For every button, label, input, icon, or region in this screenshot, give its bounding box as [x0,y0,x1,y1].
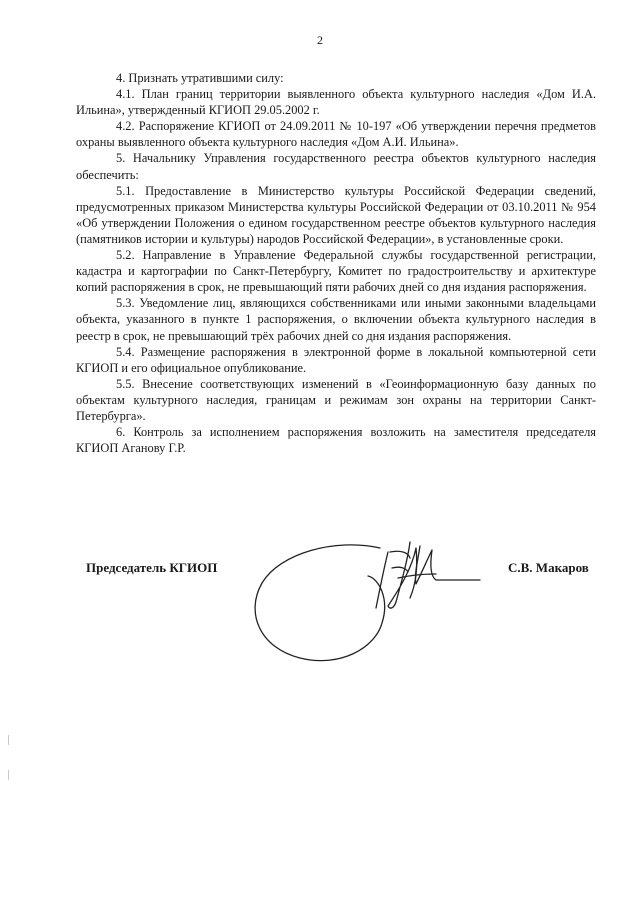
margin-mark [8,735,9,745]
signatory-title: Председатель КГИОП [86,560,218,575]
paragraph-4: 4. Признать утратившими силу: [116,71,284,85]
paragraph-4-1: 4.1. План границ территории выявленного объекта культурного наследия «Дом И.А. Ильина», утвержденный КГИОП 29.05.2002 г. [76,87,596,118]
handwritten-signature [240,528,490,678]
document-body [76,70,596,456]
page-number: 2 [317,33,323,47]
margin-mark [8,770,9,780]
paragraph-4-2: 4.2. Распоряжение КГИОП от 24.09.2011 № 10-197 «Об утверждении перечня предметов охраны выявленного объекта культурного наследия «Дом А.И. Ильина». [76,119,596,150]
paragraph-5-2: 5.2. Направление в Управление Федеральной службы государственной регистрации, кадастра и картографии по Санкт-Петербургу, Комитет по градостроительству и архитектуре копий распоряжения в срок, не превышающий пяти рабочих дней со дня издания распоряжения. [76,248,596,295]
signatory-name: С.В. Макаров [508,560,589,575]
paragraph-5-3: 5.3. Уведомление лиц, являющихся собственниками или иными законными владельцами объекта, указанного в пункте 1 распоряжения, о включении объекта культурного наследия в реестр в срок, не превышающий трёх рабочих дней со дня издания распоряжения. [76,296,596,343]
paragraph-5-4: 5.4. Размещение распоряжения в электронной форме в локальной компьютерной сети КГИОП и его официальное опубликование. [76,344,596,375]
paragraph-5: 5. Начальнику Управления государственного реестра объектов культурного наследия обеспечить: [76,151,596,182]
paragraph-5-1: 5.1. Предоставление в Министерство культуры Российской Федерации сведений, предусмотренных приказом Министерства культуры Российской Федерации от 03.10.2011 № 954 «Об утверждении Положения о едином государственном реестре объектов культурного наследия (памятников истории и культуры) народов Российской Федерации», в установленные сроки. [76,183,596,246]
signature-block [0,548,640,688]
paragraph-6: 6. Контроль за исполнением распоряжения возложить на заместителя председателя КГИОП Аганову Г.Р. [76,425,596,456]
paragraph-5-5: 5.5. Внесение соответствующих изменений в «Геоинформационную базу данных по объектам культурного наследия, границам и режимам зон охраны на территории Санкт-Петербурга». [76,376,596,423]
